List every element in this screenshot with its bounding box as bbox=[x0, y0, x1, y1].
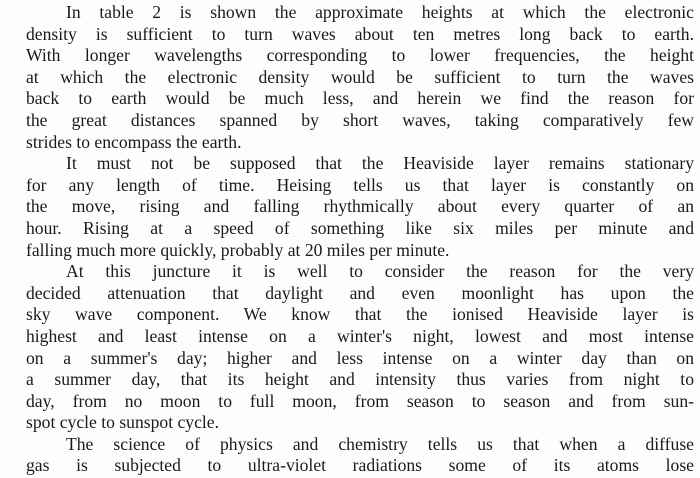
text-line: With longer wavelengths corresponding to lower frequencies, the height bbox=[26, 45, 694, 66]
text-line: The science of physics and chemistry tells us that when a diffuse bbox=[66, 433, 694, 454]
text-line: on a summer's day; higher and less intense on a winter day than on bbox=[26, 347, 694, 368]
paragraph-2 bbox=[26, 153, 694, 261]
text-line: a summer day, that its height and intensity thus varies from night to bbox=[26, 369, 694, 390]
text-line: for any length of time. Heising tells us that layer is constantly on bbox=[26, 174, 694, 195]
text-line: gas is subjected to ultra-violet radiations some of its atoms lose bbox=[26, 455, 694, 476]
text-line: density is sufficient to turn waves about ten metres long back to earth. bbox=[26, 23, 694, 44]
text-line: at which the electronic density would be sufficient to turn the waves bbox=[26, 66, 694, 87]
text-line: the move, rising and falling rhythmically about every quarter of an bbox=[26, 196, 694, 217]
text-line: highest and least intense on a winter's night, lowest and most intense bbox=[26, 325, 694, 346]
text-line: It must not be supposed that the Heaviside layer remains stationary bbox=[66, 153, 694, 174]
text-line: the great distances spanned by short waves, taking comparatively few bbox=[26, 109, 694, 130]
text-line: At this juncture it is well to consider the reason for the very bbox=[66, 261, 694, 282]
text-line: day, from no moon to full moon, from season to season and from sun- bbox=[26, 390, 694, 411]
text-line: back to earth would be much less, and herein we find the reason for bbox=[26, 88, 694, 109]
body-text bbox=[26, 2, 694, 477]
paragraph-3 bbox=[26, 261, 694, 434]
text-line: hour. Rising at a speed of something like six miles per minute and bbox=[26, 217, 694, 238]
text-line: sky wave component. We know that the ionised Heaviside layer is bbox=[26, 304, 694, 325]
text-line: spot cycle to sunspot cycle. bbox=[26, 412, 219, 433]
text-line: strides to encompass the earth. bbox=[26, 131, 242, 152]
paragraph-4 bbox=[26, 434, 694, 477]
paragraph-1 bbox=[26, 2, 694, 153]
text-line: falling much more quickly, probably at 20 miles per minute. bbox=[26, 239, 450, 260]
text-line: In table 2 is shown the approximate heights at which the electronic bbox=[66, 2, 694, 22]
text-line: decided attenuation that daylight and even moonlight has upon the bbox=[26, 282, 694, 303]
